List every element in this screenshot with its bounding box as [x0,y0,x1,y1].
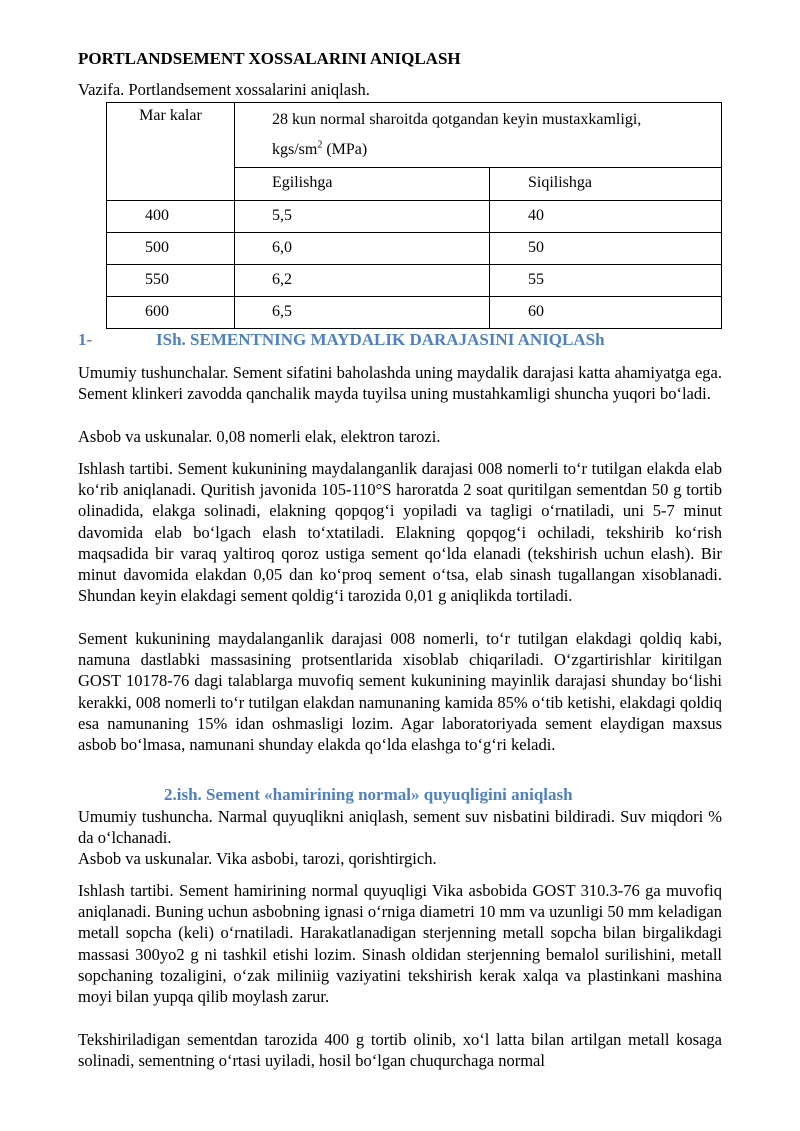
compression-cell: 50 [490,233,722,265]
task-statement: Vazifa. Portlandsement xossalarini aniqlash. [78,80,370,99]
compression-cell: 60 [490,297,722,329]
grade-cell: 600 [107,297,235,329]
section2-procedure-1: Ishlash tartibi. Sement hamirining normal quyuqligi Vika asbobida GOST 310.3-76 ga muvofiq aniqlanadi. Buning uchun asbobning ignasi o‘rniga diametri 10 mm va uzunligi 50 mm keladigan metall sopcha (keli) o‘rnatiladi. Harakatlanadigan sterjenning metall sopcha bilan birgalikdagi massasi 300yo2 g ni tashkil etishi lozim. Sinash oldidan sterjenning bemalol surilishini, metall sopchaning tozaligini, o‘zak miliniig vaziyatini tekshirish kerak xalqa va plastinkani mashina moyi bilan yupqa qilib moylash zarur. [78,881,722,1007]
bending-cell: 6,0 [235,233,490,265]
bending-cell: 5,5 [235,201,490,233]
section1-procedure-2: Sement kukunining maydalanganlik darajasi 008 nomerli, to‘r tutilgan elakdagi qoldiq kabi, namuna dastlabki massasining protsentlarida xisoblab chiqariladi. O‘zgartirishlar kiritilgan GOST 10178-76 dagi talablarga muvofiq sement kukunining mayinlik darajasi shunday bo‘lishi kerakki, 008 nomerli to‘r tutilgan elakdan namunaning kamida 85% o‘tib ketishi, elakdagi qoldiq esa namunaning 15% idan oshmasligi lozim. Agar laboratoriyada sement elaydigan maxsus asbob bo‘lmasa, namunani shunday elakda qo‘lda elashga to‘g‘ri keladi. [78,629,722,755]
section1-title: ISh. SEMENTNING MAYDALIK DARAJASINI ANIQLASh [156,330,605,349]
document-page [78,48,722,1071]
grade-cell: 400 [107,201,235,233]
section2-equipment: Asbob va uskunalar. Vika asbobi, tarozi, qorishtirgich. [78,849,437,868]
section2-procedure-2: Tekshiriladigan sementdan tarozida 400 g tortib olinib, xo‘l latta bilan artilgan metall kosaga solinadi, sementning o‘rtasi uyiladi, hosil bo‘lgan chuqurchaga normal [78,1030,722,1071]
compression-cell: 40 [490,201,722,233]
table-header-strength-line1: 28 kun normal sharoitda qotgandan keyin mustaxkamligi, [272,111,642,128]
table-row [107,297,722,329]
section1-general: Umumiy tushunchalar. Sement sifatini baholashda uning maydalik darajasi katta ahamiyatga ega. Sement klinkeri zavodda qanchalik mayda tuyilsa uning mustahkamligi shuncha yuqori bo‘ladi. [78,363,722,404]
section2-general: Umumiy tushuncha. Narmal quyuqlikni aniqlash, sement suv nisbatini bildiradi. Suv miqdori % da o‘lchanadi. [78,807,722,848]
table-row [107,265,722,297]
grade-cell: 550 [107,265,235,297]
grade-cell: 500 [107,233,235,265]
table-header-strength-unit: kgs/$sm^2$ (MPa) [272,139,368,158]
section1-heading [78,329,722,351]
section1-equipment: Asbob va uskunalar. 0,08 nomerli elak, elektron tarozi. [78,427,441,446]
bending-cell: 6,5 [235,297,490,329]
table-row [107,201,722,233]
section1-number: 1- [78,330,93,349]
table-header-strength [235,103,722,168]
section1-procedure-1: Ishlash tartibi. Sement kukunining maydalanganlik darajasi 008 nomerli to‘r tutilgan elakda elab ko‘rib aniqlanadi. Quritish javonida 105-110°S haroratda 2 soat quritilgan sementdan 50 g tortib olinadida, elakga solinadi, elakning qopqog‘i yopiladi va tagligi o‘rnatiladi, uni 5-7 minut davomida elab bo‘lgach elash to‘xtatiladi. Elakning qopqog‘i ochiladi, tekshirib ko‘rish maqsadida bir varaq yaltiroq qoroz ustiga sement qo‘lda elanadi (tekshirish uchun elash). Bir minut davomida elakdan 0,05 dan ko‘proq sement o‘tsa, elab sinash tugallangan xisoblanadi. Shundan keyin elakdagi sement qoldig‘i tarozida 0,01 g aniqlikda tortiladi. [78,459,722,606]
section2-heading: 2.ish. Sement «hamirining normal» quyuqligini aniqlash [164,785,573,804]
table-header-grades: Mar kalar [107,103,235,201]
table-row [107,233,722,265]
table-header-compression: Siqilishga [490,168,722,201]
compression-cell: 55 [490,265,722,297]
bending-cell: 6,2 [235,265,490,297]
document-title: PORTLANDSEMENT XOSSALARINI ANIQLASH [78,49,461,68]
cement-strength-table [106,102,722,329]
table-header-bending: Egilishga [235,168,490,201]
